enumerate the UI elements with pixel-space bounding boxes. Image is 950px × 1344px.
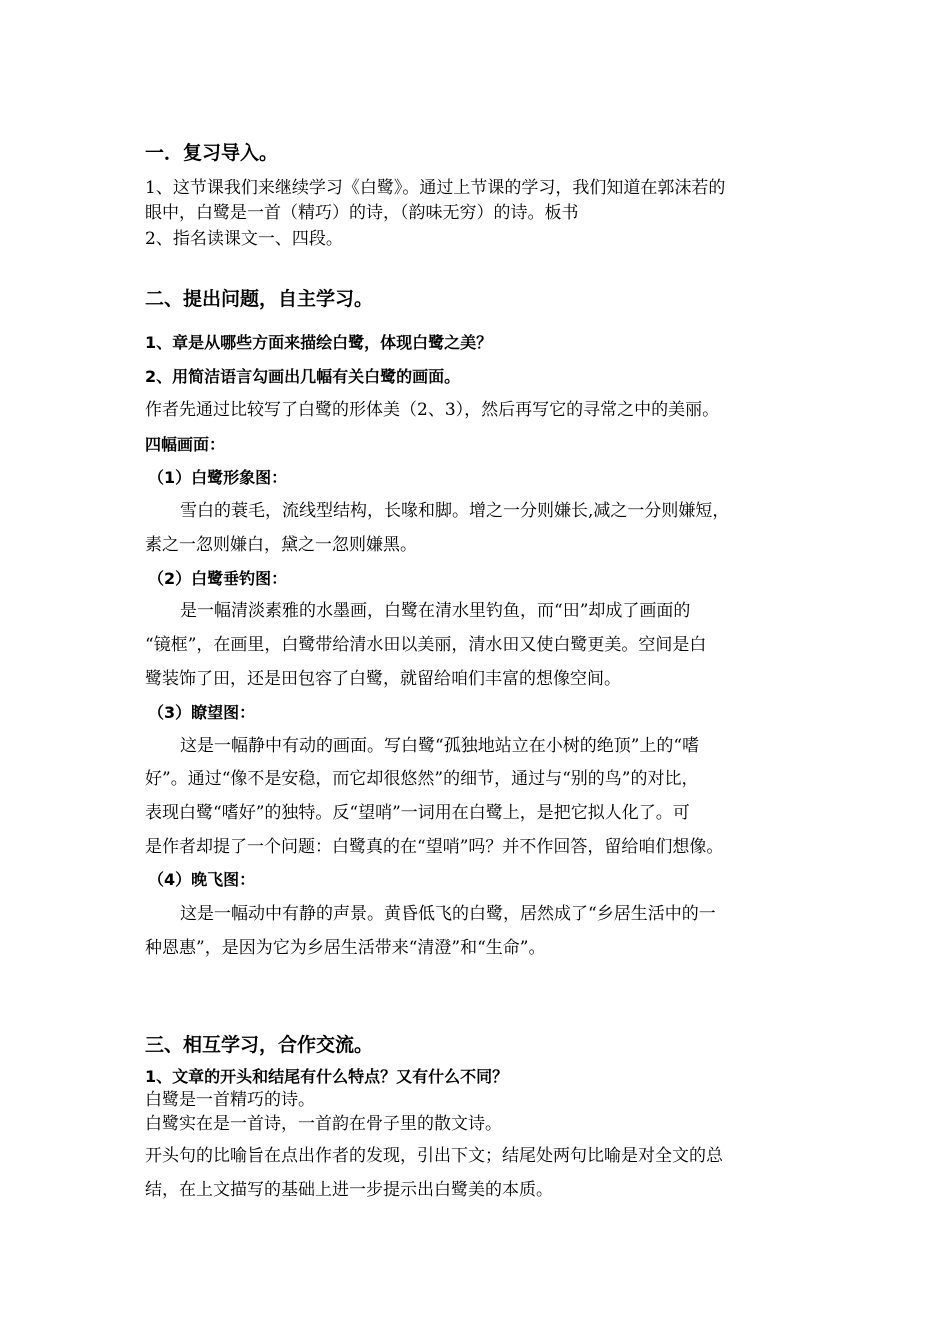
paragraph-line: 表现白鹭“嗜好”的独特。反“望哨”一词用在白鹭上，是把它拟人化了。可: [145, 803, 690, 823]
paragraph-line: 雪白的蓑毛，流线型结构，长喙和脚。增之一分则嫌长,减之一分则嫌短，: [180, 501, 730, 521]
paragraph-line: 这是一幅动中有静的声景。黄昏低飞的白鹭，居然成了“乡居生活中的一: [180, 904, 716, 924]
paragraph-line: 好”。通过“像不是安稳，而它却很悠然”的细节，通过与“别的鸟”的对比，: [145, 769, 699, 789]
section-1-heading: 一．复习导入。: [145, 142, 279, 164]
question-1: 1、章是从哪些方面来描绘白鹭，体现白鹭之美？: [145, 333, 493, 352]
paragraph-line: 鹭装饰了田，还是田包容了白鹭，就留给咱们丰富的想像空间。: [145, 669, 621, 689]
picture-2-title: （2）白鹭垂钓图：: [148, 569, 288, 588]
paragraph-line: 作者先通过比较写了白鹭的形体美（2、3），然后再写它的寻常之中的美丽。: [145, 400, 720, 420]
picture-1-title: （1）白鹭形象图：: [148, 468, 288, 487]
paragraph-line: 是一幅清淡素雅的水墨画，白鹭在清水里钓鱼，而“田”却成了画面的: [180, 601, 691, 621]
paragraph-line: 是作者却提了一个问题：白鹭真的在“望哨”吗？并不作回答，留给咱们想像。: [145, 837, 724, 857]
paragraph-line: 种恩惠”，是因为它为乡居生活带来“清澄”和“生命”。: [145, 938, 546, 958]
paragraph-line: 白鹭是一首精巧的诗。: [145, 1090, 315, 1110]
paragraph-line: 眼中，白鹭是一首（精巧）的诗，（韵味无穷）的诗。板书: [145, 203, 579, 223]
paragraph-line: “镜框”，在画里，白鹭带给清水田以美丽，清水田又使白鹭更美。空间是白: [145, 635, 707, 655]
paragraph-line: 开头句的比喻旨在点出作者的发现，引出下文；结尾处两句比喻是对全文的总: [145, 1146, 723, 1166]
question-1: 1、文章的开头和结尾有什么特点？又有什么不同？: [145, 1067, 509, 1086]
section-2-heading: 二、提出问题，自主学习。: [145, 288, 374, 310]
picture-3-title: （3）瞭望图：: [148, 703, 256, 722]
paragraph-line: 这是一幅静中有动的画面。写白鹭“孤独地站立在小树的绝顶”上的“嗜: [180, 736, 700, 756]
paragraph-line: 1、这节课我们来继续学习《白鹭》。通过上节课的学习，我们知道在郭沫若的: [145, 178, 726, 198]
paragraph-line: 白鹭实在是一首诗，一首韵在骨子里的散文诗。: [145, 1114, 502, 1134]
picture-4-title: （4）晚飞图：: [148, 870, 256, 889]
section-3-heading: 三、相互学习，合作交流。: [145, 1034, 374, 1056]
paragraph-line: 结，在上文描写的基础上进一步提示出白鹭美的本质。: [145, 1180, 553, 1200]
paragraph-line: 2、指名读课文一、四段。: [145, 229, 343, 249]
question-2: 2、用简洁语言勾画出几幅有关白鹭的画面。: [145, 367, 461, 386]
paragraph-line: 素之一忽则嫌白，黛之一忽则嫌黑。: [145, 535, 417, 555]
pictures-title: 四幅画面：: [145, 435, 226, 454]
